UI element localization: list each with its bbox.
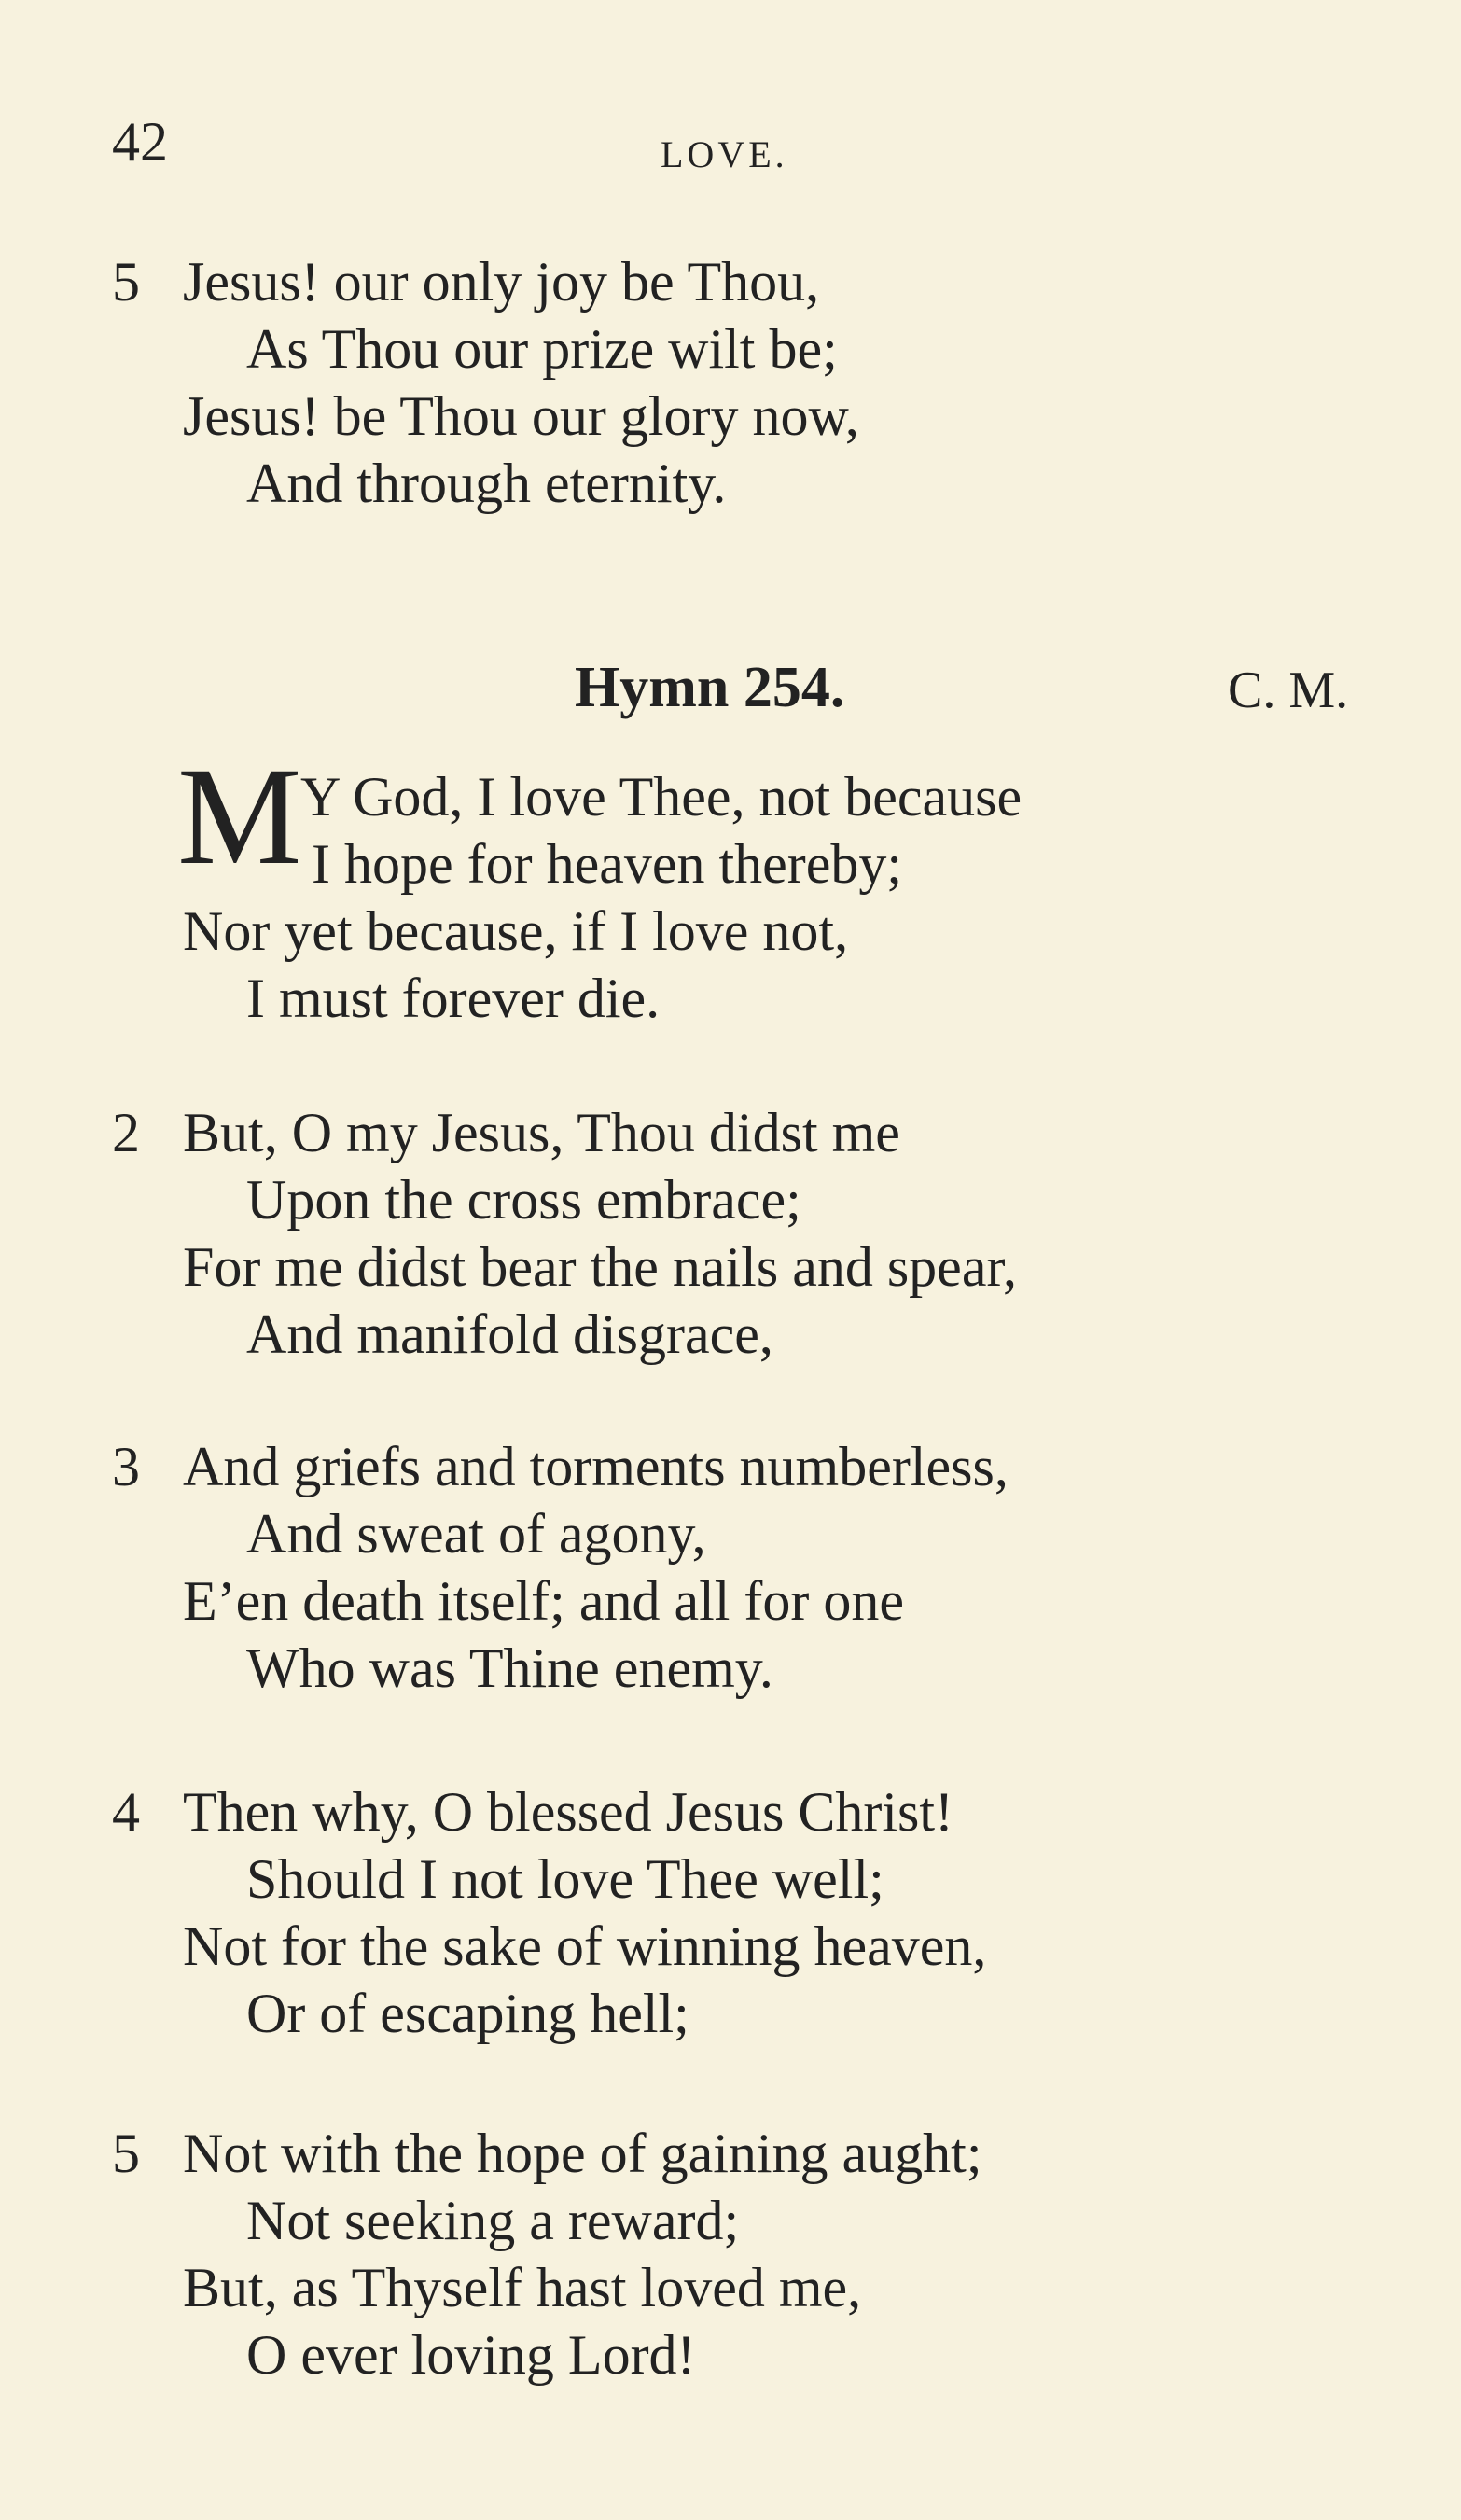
stanza-line: Upon the cross embrace; [246,1169,801,1231]
page-number: 42 [112,111,168,173]
stanza-number: 3 [112,1436,140,1497]
stanza-line: And through eternity. [246,452,727,514]
running-head: LOVE. [661,133,788,175]
stanza-line: Nor yet because, if I love not, [183,900,849,962]
hymn-meter: C. M. [1228,661,1349,719]
stanza-line: Jesus! be Thou our glory now, [183,385,859,447]
stanza-number: 5 [112,2123,140,2184]
stanza-line: I hope for heaven thereby; [312,833,903,895]
drop-cap: M [177,739,302,894]
stanza-line: And manifold disgrace, [246,1303,773,1365]
stanza-line: I must forever die. [246,968,661,1029]
stanza-number: 4 [112,1781,140,1843]
stanza-number: 5 [112,251,140,313]
stanza-line: Not for the sake of winning heaven, [183,1915,987,1977]
stanza-line: Not seeking a reward; [246,2190,740,2251]
stanza-line: Then why, O blessed Jesus Christ! [183,1781,954,1843]
stanza-line: Y God, I love Thee, not because [300,766,1023,828]
stanza-line: Jesus! our only joy be Thou, [183,251,820,313]
stanza-line: Or of escaping hell; [246,1983,689,2044]
stanza-number: 2 [112,1102,140,1163]
stanza-line: O ever loving Lord! [246,2324,696,2386]
stanza-line: As Thou our prize wilt be; [246,318,838,380]
stanza-line: E’en death itself; and all for one [183,1570,905,1632]
stanza-line: And griefs and torments numberless, [183,1436,1009,1497]
hymn-title: Hymn 254. [575,656,845,719]
stanza-line: And sweat of agony, [246,1503,706,1565]
stanza-line: Not with the hope of gaining aught; [183,2123,982,2184]
stanza-line: But, O my Jesus, Thou didst me [183,1102,900,1163]
stanza-line: Who was Thine enemy. [246,1637,773,1699]
stanza-line: But, as Thyself hast loved me, [183,2257,862,2318]
stanza-line: For me didst bear the nails and spear, [183,1236,1018,1298]
stanza-line: Should I not love Thee well; [246,1848,884,1910]
